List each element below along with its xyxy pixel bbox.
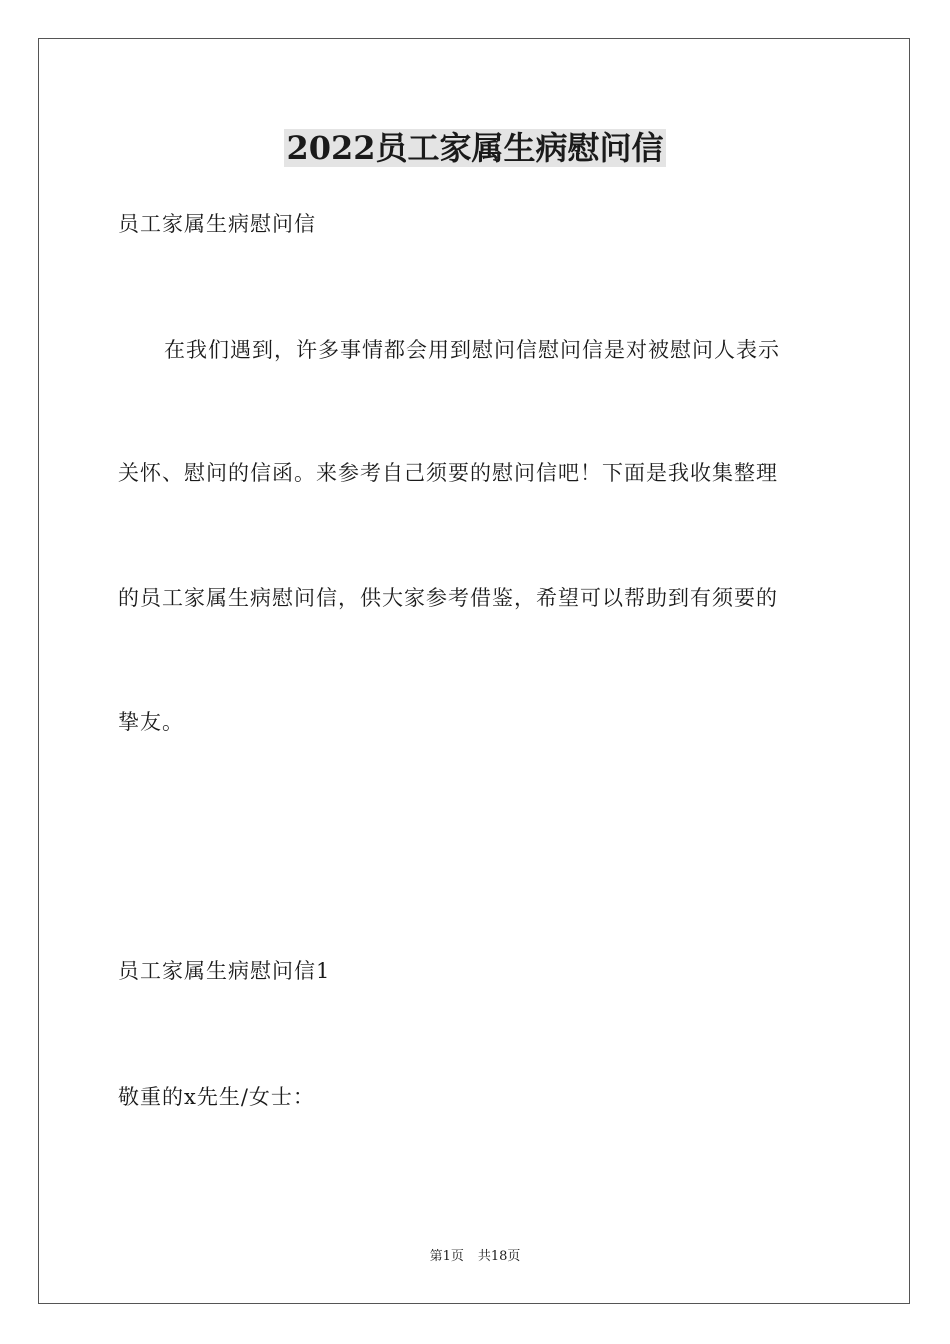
intro-line-3: 的员工家属生病慰问信，供大家参考借鉴，希望可以帮助到有须要的 — [118, 586, 778, 610]
intro-line-1: 在我们遇到，许多事情都会用到慰问信慰问信是对被慰问人表示 — [164, 338, 780, 362]
page-total: 共18页 — [477, 1249, 521, 1264]
document-subtitle: 员工家属生病慰问信 — [118, 212, 316, 236]
salutation: 敬重的x先生/女士： — [118, 1085, 315, 1109]
document-title — [0, 128, 950, 168]
document-title-text: 2022员工家属生病慰问信 — [286, 129, 664, 167]
intro-line-4: 挚友。 — [118, 710, 184, 734]
intro-line-2: 关怀、慰问的信函。来参考自己须要的慰问信吧！下面是我收集整理 — [118, 461, 778, 485]
section-heading: 员工家属生病慰问信1 — [118, 959, 331, 983]
page-number: 第1页 — [429, 1249, 464, 1264]
page-footer — [0, 1248, 950, 1266]
